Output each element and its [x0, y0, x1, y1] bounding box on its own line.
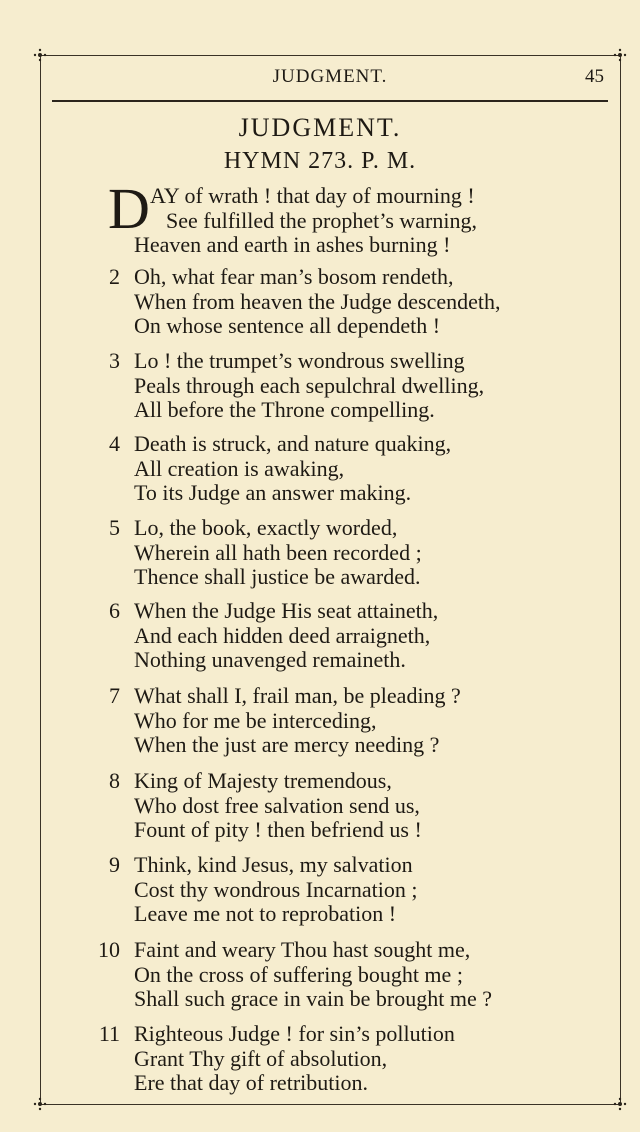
stanza-line: Wherein all hath been recorded ;: [134, 539, 422, 565]
stanza-line: On whose sentence all dependeth !: [134, 313, 441, 338]
stanza-line: On the cross of suffering bought me ;: [134, 961, 463, 987]
stanza-line: What shall I, frail man, be pleading ?: [134, 683, 461, 708]
corner-ornament-icon: [613, 1097, 627, 1111]
top-border-rule: [40, 55, 620, 56]
stanza-line: And each hidden deed arraigneth,: [134, 622, 431, 648]
stanza-line: Peals through each sepulchral dwelling,: [134, 372, 485, 398]
stanza-line: King of Majesty tremendous,: [134, 768, 392, 793]
stanza-line: Grant Thy gift of absolution,: [134, 1045, 388, 1071]
bottom-border-rule: [40, 1104, 620, 1105]
stanza-number: 2: [109, 264, 120, 289]
left-border-rule: [40, 55, 41, 1104]
stanza-line: When the Judge His seat attaineth,: [134, 598, 439, 623]
stanza-11: [96, 1022, 616, 1096]
stanza-10: [96, 938, 616, 1012]
page-number: 45: [585, 66, 604, 87]
stanza-8: [96, 769, 616, 843]
stanza-2: [96, 265, 616, 339]
corner-ornament-icon: [33, 48, 47, 62]
header-rule: [52, 100, 608, 102]
stanza-line: Death is struck, and nature quaking,: [134, 431, 452, 456]
stanza-line: See fulfilled the prophet’s warning,: [166, 207, 477, 233]
stanza-line: When the just are mercy needing ?: [134, 732, 440, 757]
stanza-line: AY of wrath ! that day of mourning !: [150, 183, 475, 208]
stanza-line: Who dost free salvation send us,: [134, 792, 420, 818]
stanza-line: Heaven and earth in ashes burning !: [134, 232, 451, 257]
stanza-number: 6: [109, 598, 120, 623]
stanza-line: Thence shall justice be awarded.: [134, 564, 421, 589]
stanza-line: Shall such grace in vain be brought me ?: [134, 986, 493, 1011]
stanza-7: [96, 684, 616, 758]
running-head: [52, 66, 608, 92]
stanza-line: Who for me be interceding,: [134, 707, 377, 733]
stanza-line: Leave me not to reprobation !: [134, 901, 397, 926]
stanza-line: Fount of pity ! then befriend us !: [134, 817, 422, 842]
stanza-number: 11: [98, 1021, 120, 1046]
stanza-number: 9: [109, 852, 120, 877]
stanza-number: 8: [109, 768, 120, 793]
stanza-number: 4: [109, 431, 120, 456]
stanza-line: Nothing unavenged remaineth.: [134, 647, 406, 672]
stanza-9: [96, 853, 616, 927]
stanza-6: [96, 599, 616, 673]
stanza-line: Righteous Judge ! for sin’s pollution: [134, 1021, 455, 1046]
hymn-number-meter: HYMN 273. P. M.: [223, 148, 417, 174]
stanza-3: [96, 349, 616, 423]
right-border-rule: [620, 55, 621, 1104]
stanza-line: All before the Throne compelling.: [134, 397, 435, 422]
hymn-section-title: JUDGMENT.: [238, 113, 402, 142]
stanza-line: Faint and weary Thou hast sought me,: [134, 937, 471, 962]
stanza-line: Ere that day of retribution.: [134, 1070, 368, 1095]
stanza-line: Think, kind Jesus, my salvation: [134, 852, 413, 877]
running-head-title: JUDGMENT.: [272, 66, 388, 87]
stanza-4: [96, 432, 616, 506]
stanza-line: To its Judge an answer making.: [134, 480, 412, 505]
stanza-number: 3: [109, 348, 120, 373]
stanza-number: 5: [109, 515, 120, 540]
stanza-line: When from heaven the Judge descendeth,: [134, 288, 501, 314]
drop-cap: D: [108, 176, 149, 241]
corner-ornament-icon: [613, 48, 627, 62]
stanza-line: All creation is awaking,: [134, 455, 345, 481]
stanza-1: [96, 176, 616, 258]
stanza-number: 7: [109, 683, 120, 708]
corner-ornament-icon: [33, 1097, 47, 1111]
stanza-line: Lo ! the trumpet’s wondrous swelling: [134, 348, 465, 373]
stanza-5: [96, 516, 616, 590]
stanza-number: 10: [98, 937, 120, 962]
stanza-line: Cost thy wondrous Incarnation ;: [134, 876, 418, 902]
stanza-line: Oh, what fear man’s bosom rendeth,: [134, 264, 454, 289]
stanza-line: Lo, the book, exactly worded,: [134, 515, 398, 540]
